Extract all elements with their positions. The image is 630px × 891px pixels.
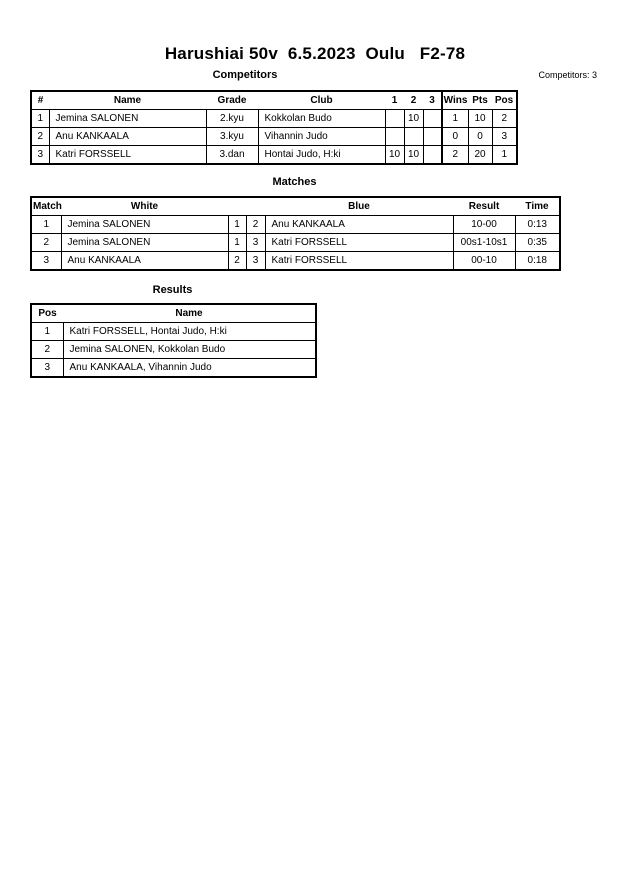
round-1-score: 10 <box>385 146 404 165</box>
result-row <box>31 359 316 378</box>
competitor-pts: 0 <box>468 128 492 146</box>
match-row <box>31 234 560 252</box>
col-pos: Pos <box>492 91 517 110</box>
round-2-score <box>404 128 423 146</box>
competitor-name: Anu KANKAALA <box>49 128 206 146</box>
results-heading: Results <box>152 284 193 296</box>
col-club: Club <box>258 91 385 110</box>
col-round-2: 2 <box>404 91 423 110</box>
round-1-score <box>385 110 404 128</box>
round-2-score: 10 <box>404 146 423 165</box>
match-time: 0:13 <box>515 216 560 234</box>
page-title: Harushiai 50v 6.5.2023 Oulu F2-78 <box>164 44 466 63</box>
competitor-wins: 0 <box>442 128 468 146</box>
result-pos: 3 <box>31 359 63 378</box>
white-competitor-num: 1 <box>228 216 246 234</box>
blue-name: Katri FORSSELL <box>265 234 453 252</box>
col-num: # <box>31 91 49 110</box>
round-3-score <box>423 110 442 128</box>
competitor-grade: 2.kyu <box>206 110 258 128</box>
white-competitor-num: 1 <box>228 234 246 252</box>
competitor-num: 3 <box>31 146 49 165</box>
match-result: 10-00 <box>453 216 515 234</box>
col-white: White <box>61 197 228 216</box>
competitors-table <box>30 90 518 165</box>
col-grade: Grade <box>206 91 258 110</box>
competitor-row <box>31 128 517 146</box>
result-row <box>31 341 316 359</box>
competitor-pts: 10 <box>468 110 492 128</box>
competitor-grade: 3.kyu <box>206 128 258 146</box>
col-time: Time <box>515 197 560 216</box>
match-row <box>31 216 560 234</box>
match-num: 3 <box>31 252 61 271</box>
match-time: 0:35 <box>515 234 560 252</box>
col-match: Match <box>31 197 61 216</box>
blue-name: Katri FORSSELL <box>265 252 453 271</box>
competitor-row <box>31 146 517 165</box>
competitor-club: Hontai Judo, H:ki <box>258 146 385 165</box>
white-name: Jemina SALONEN <box>61 234 228 252</box>
col-white-num <box>228 197 246 216</box>
matches-table <box>30 196 561 271</box>
col-pos: Pos <box>31 304 63 323</box>
round-1-score <box>385 128 404 146</box>
result-name: Jemina SALONEN, Kokkolan Budo <box>63 341 316 359</box>
competitors-header-row <box>31 91 517 110</box>
round-3-score <box>423 146 442 165</box>
competitor-pos: 1 <box>492 146 517 165</box>
result-name: Katri FORSSELL, Hontai Judo, H:ki <box>63 323 316 341</box>
results-header-row <box>31 304 316 323</box>
col-blue-num <box>246 197 265 216</box>
competitor-club: Kokkolan Budo <box>258 110 385 128</box>
result-pos: 2 <box>31 341 63 359</box>
col-wins: Wins <box>442 91 468 110</box>
blue-competitor-num: 3 <box>246 252 265 271</box>
match-row <box>31 252 560 271</box>
match-time: 0:18 <box>515 252 560 271</box>
matches-heading: Matches <box>272 176 317 188</box>
round-2-score: 10 <box>404 110 423 128</box>
col-round-3: 3 <box>423 91 442 110</box>
col-name: Name <box>63 304 316 323</box>
col-result: Result <box>453 197 515 216</box>
result-name: Anu KANKAALA, Vihannin Judo <box>63 359 316 378</box>
result-pos: 1 <box>31 323 63 341</box>
col-pts: Pts <box>468 91 492 110</box>
competitor-wins: 1 <box>442 110 468 128</box>
white-competitor-num: 2 <box>228 252 246 271</box>
competitor-name: Katri FORSSELL <box>49 146 206 165</box>
match-num: 2 <box>31 234 61 252</box>
blue-name: Anu KANKAALA <box>265 216 453 234</box>
col-round-1: 1 <box>385 91 404 110</box>
blue-competitor-num: 3 <box>246 234 265 252</box>
competitors-heading: Competitors <box>212 69 278 81</box>
competitor-pos: 2 <box>492 110 517 128</box>
competitor-pts: 20 <box>468 146 492 165</box>
white-name: Jemina SALONEN <box>61 216 228 234</box>
col-blue: Blue <box>265 197 453 216</box>
blue-competitor-num: 2 <box>246 216 265 234</box>
competitor-wins: 2 <box>442 146 468 165</box>
competitor-num: 1 <box>31 110 49 128</box>
competitor-club: Vihannin Judo <box>258 128 385 146</box>
competitor-num: 2 <box>31 128 49 146</box>
match-num: 1 <box>31 216 61 234</box>
competitor-row <box>31 110 517 128</box>
competitor-name: Jemina SALONEN <box>49 110 206 128</box>
col-name: Name <box>49 91 206 110</box>
round-3-score <box>423 128 442 146</box>
competitor-pos: 3 <box>492 128 517 146</box>
match-result: 00s1-10s1 <box>453 234 515 252</box>
competitors-count: Competitors: 3 <box>538 70 597 80</box>
matches-header-row <box>31 197 560 216</box>
result-row <box>31 323 316 341</box>
white-name: Anu KANKAALA <box>61 252 228 271</box>
results-table <box>30 303 317 378</box>
competitor-grade: 3.dan <box>206 146 258 165</box>
match-result: 00-10 <box>453 252 515 271</box>
